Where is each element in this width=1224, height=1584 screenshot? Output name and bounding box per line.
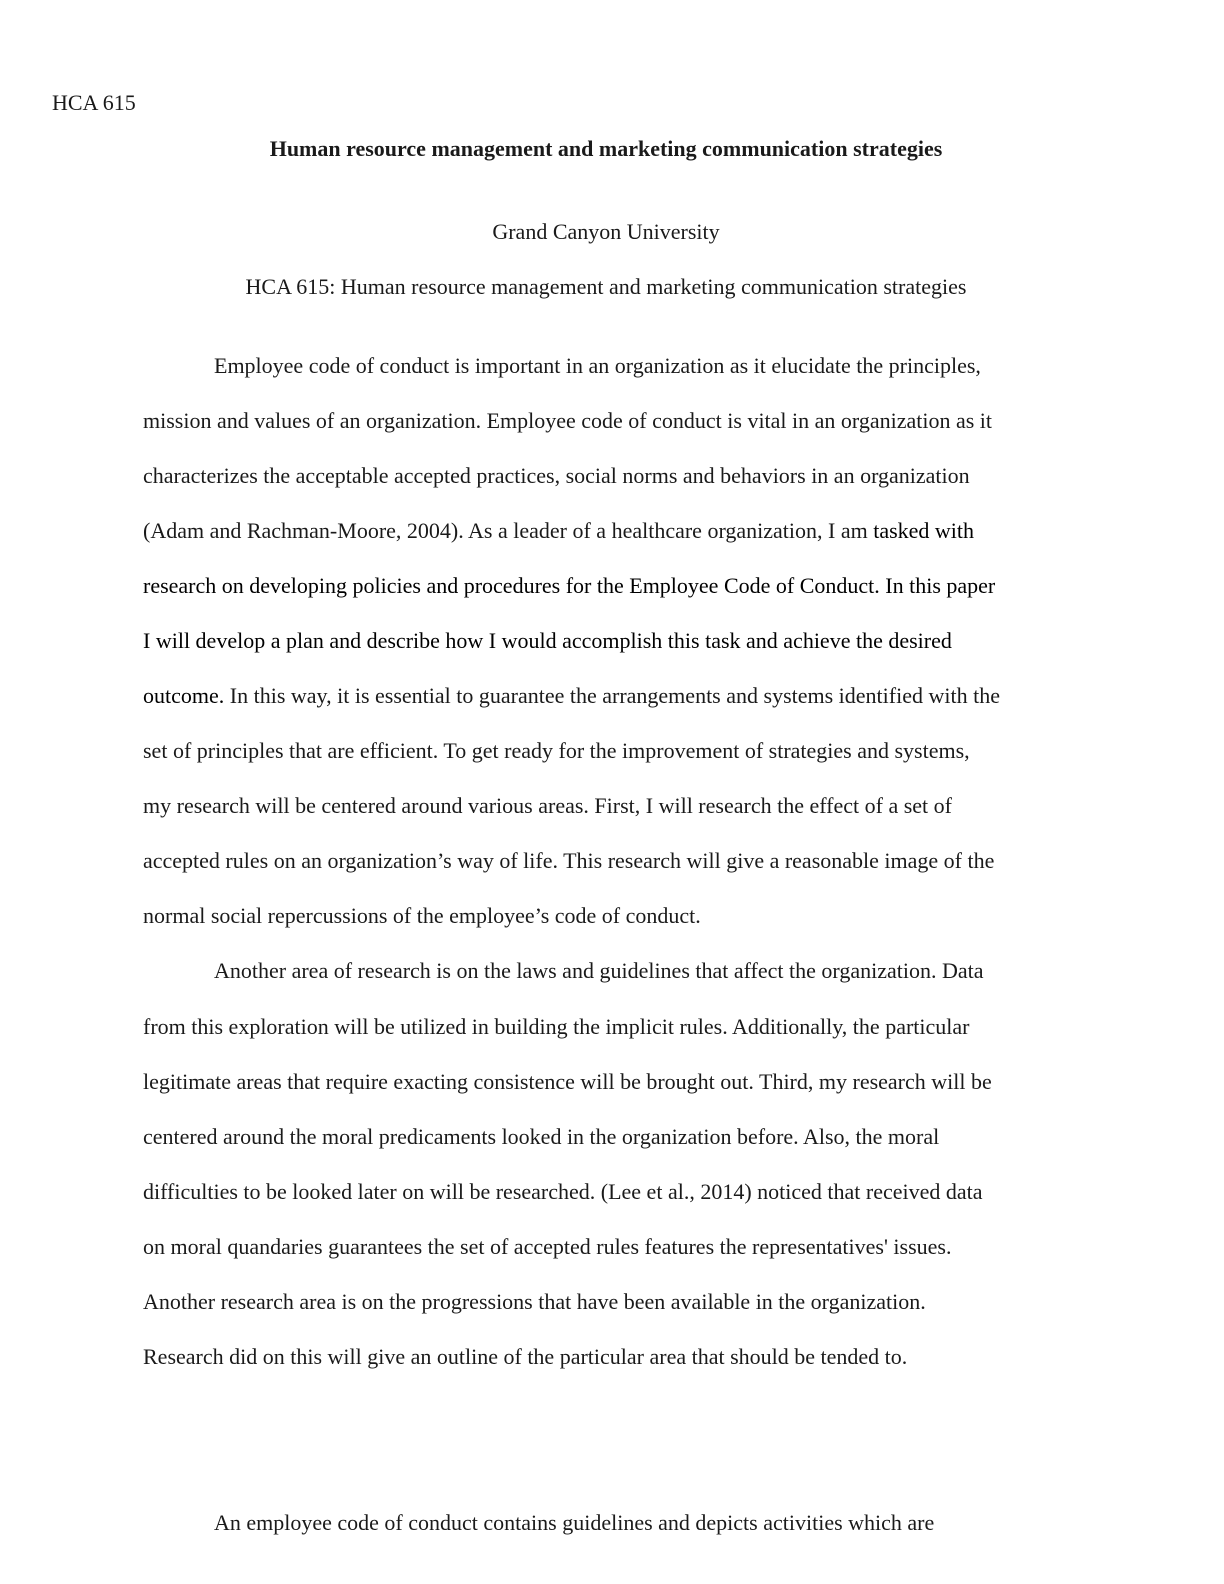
paragraph-1-line-6: I will develop a plan and describe how I would accomplish this task and achieve the desired xyxy=(143,628,952,653)
paragraph-3-line-1: An employee code of conduct contains guidelines and depicts activities which are xyxy=(214,1510,935,1535)
paragraph-1-line-11: normal social repercussions of the employee’s code of conduct. xyxy=(143,903,701,928)
paragraph-1-line-7 xyxy=(143,682,1000,710)
paragraph-1-line-1: Employee code of conduct is important in an organization as it elucidate the principles, xyxy=(214,353,981,378)
line-4-highlight: tasked with xyxy=(873,518,975,543)
university-name: Grand Canyon University xyxy=(492,219,720,244)
paragraph-2-line-3: legitimate areas that require exacting consistence will be brought out. Third, my research will be xyxy=(143,1069,992,1094)
paragraph-1-line-10: accepted rules on an organization’s way of life. This research will give a reasonable image of the xyxy=(143,848,995,873)
course-line: HCA 615: Human resource management and marketing communication strategies xyxy=(245,274,967,299)
paragraph-1-line-8: set of principles that are efficient. To get ready for the improvement of strategies and systems, xyxy=(143,738,970,763)
paragraph-2-line-5: difficulties to be looked later on will be researched. (Lee et al., 2014) noticed that received data xyxy=(143,1179,983,1204)
paragraph-1-line-3: characterizes the acceptable accepted practices, social norms and behaviors in an organization xyxy=(143,463,970,488)
paragraph-2-line-6: on moral quandaries guarantees the set of accepted rules features the representatives' issues. xyxy=(143,1234,952,1259)
course-code-header: HCA 615 xyxy=(52,90,136,115)
paragraph-1-line-9: my research will be centered around various areas. First, I will research the effect of a set of xyxy=(143,793,952,818)
paragraph-1-line-4 xyxy=(143,517,974,545)
line-7-highlight: outcome. xyxy=(143,683,225,708)
line-4-text: (Adam and Rachman-Moore, 2004). As a leader of a healthcare organization, I am xyxy=(143,518,874,543)
paragraph-2-line-7: Another research area is on the progressions that have been available in the organization. xyxy=(143,1289,926,1314)
paragraph-2-line-4: centered around the moral predicaments looked in the organization before. Also, the moral xyxy=(143,1124,940,1149)
line-7-text: In this way, it is essential to guarantee the arrangements and systems identified with the xyxy=(224,683,1000,708)
paragraph-1-line-2: mission and values of an organization. Employee code of conduct is vital in an organization as it xyxy=(143,408,993,433)
document-title: Human resource management and marketing communication strategies xyxy=(269,136,943,161)
paragraph-2-line-1: Another area of research is on the laws and guidelines that affect the organization. Data xyxy=(214,958,984,983)
paragraph-2-line-8: Research did on this will give an outline of the particular area that should be tended to. xyxy=(143,1344,908,1369)
paragraph-1-line-5: research on developing policies and procedures for the Employee Code of Conduct. In this paper xyxy=(143,573,996,598)
paragraph-2-line-2: from this exploration will be utilized in building the implicit rules. Additionally, the particular xyxy=(143,1014,970,1039)
